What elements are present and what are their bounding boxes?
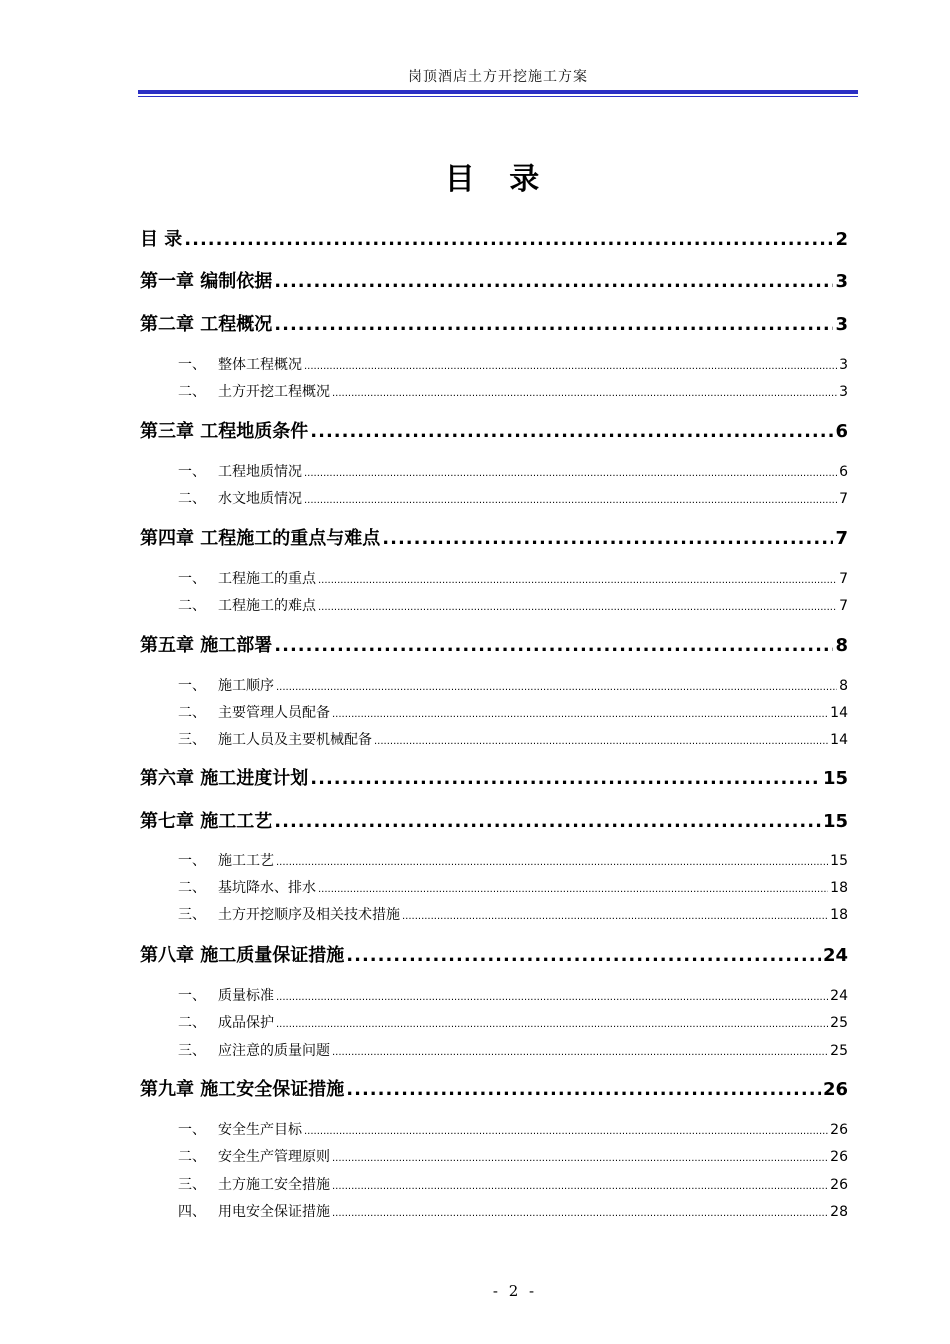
toc-number: 二、	[178, 384, 206, 400]
toc-page: 15	[830, 853, 848, 869]
toc-label: 第四章 工程施工的重点与难点	[140, 528, 381, 549]
toc-label: 主要管理人员配备	[218, 705, 330, 721]
toc-page: 8	[835, 635, 848, 656]
toc-page: 6	[839, 464, 848, 480]
toc-entry[interactable]	[140, 417, 848, 443]
toc-label: 工程施工的重点	[218, 571, 316, 587]
toc-subentry[interactable]	[178, 568, 848, 588]
toc-label: 成品保护	[218, 1015, 274, 1031]
toc-subentry[interactable]	[178, 461, 848, 481]
toc-number: 二、	[178, 1149, 206, 1165]
toc-leader	[318, 884, 828, 895]
toc-label: 土方开挖顺序及相关技术措施	[218, 907, 400, 923]
toc-leader	[304, 361, 837, 372]
toc-number: 三、	[178, 907, 206, 923]
toc-page: 24	[822, 945, 848, 966]
toc-number: 二、	[178, 1015, 206, 1031]
toc-leader	[276, 992, 828, 1003]
toc-subentry[interactable]	[178, 675, 848, 695]
toc-page: 7	[839, 571, 848, 587]
toc-number: 一、	[178, 464, 206, 480]
toc-leader	[346, 1079, 821, 1100]
toc-page: 28	[830, 1204, 848, 1220]
toc-label: 工程施工的难点	[218, 598, 316, 614]
toc-label: 土方施工安全措施	[218, 1177, 330, 1193]
toc-subentry[interactable]	[178, 904, 848, 924]
toc-number: 一、	[178, 357, 206, 373]
toc-subentry[interactable]	[178, 488, 848, 508]
toc-leader	[304, 468, 837, 479]
toc-label: 工程地质情况	[218, 464, 302, 480]
header-rule	[138, 90, 858, 94]
toc-leader	[274, 635, 833, 656]
running-header: 岗顶酒店土方开挖施工方案	[408, 69, 588, 85]
toc-leader	[332, 1181, 828, 1192]
toc-number: 一、	[178, 853, 206, 869]
toc-label: 施工人员及主要机械配备	[218, 732, 372, 748]
toc-subentry[interactable]	[178, 702, 848, 722]
toc-leader	[346, 945, 821, 966]
toc-label: 用电安全保证措施	[218, 1204, 330, 1220]
toc-subentry[interactable]	[178, 1119, 848, 1139]
toc-number: 二、	[178, 880, 206, 896]
toc-number: 四、	[178, 1204, 206, 1220]
toc-entry[interactable]	[140, 764, 848, 790]
toc-leader	[276, 1019, 828, 1030]
toc-leader	[304, 495, 837, 506]
toc-entry[interactable]	[140, 225, 848, 251]
toc-leader	[274, 314, 833, 335]
toc-leader	[274, 271, 833, 292]
toc-leader	[276, 682, 837, 693]
toc-subentry[interactable]	[178, 729, 848, 749]
toc-page: 26	[830, 1149, 848, 1165]
toc-label: 第三章 工程地质条件	[140, 421, 309, 442]
toc-label: 第五章 施工部署	[140, 635, 273, 656]
toc-entry[interactable]	[140, 310, 848, 336]
page-title: 目 录	[444, 162, 552, 197]
header-rule-thin	[138, 96, 858, 97]
toc-entry[interactable]	[140, 267, 848, 293]
toc-number: 一、	[178, 1122, 206, 1138]
toc-page: 2	[835, 229, 848, 250]
toc-leader	[318, 602, 837, 613]
toc-label: 第七章 施工工艺	[140, 811, 273, 832]
toc-leader	[332, 388, 837, 399]
toc-page: 6	[835, 421, 848, 442]
toc-page: 18	[830, 880, 848, 896]
toc-leader	[276, 857, 828, 868]
toc-number: 二、	[178, 491, 206, 507]
toc-label: 第一章 编制依据	[140, 271, 273, 292]
toc-leader	[184, 229, 833, 250]
toc-label: 安全生产目标	[218, 1122, 302, 1138]
toc-number: 一、	[178, 678, 206, 694]
toc-page: 26	[822, 1079, 848, 1100]
toc-page: 25	[830, 1043, 848, 1059]
toc-page: 3	[835, 271, 848, 292]
toc-page: 18	[830, 907, 848, 923]
toc-subentry[interactable]	[178, 1040, 848, 1060]
toc-page: 7	[835, 528, 848, 549]
toc-label: 基坑降水、排水	[218, 880, 316, 896]
toc-number: 二、	[178, 705, 206, 721]
toc-label: 第九章 施工安全保证措施	[140, 1079, 345, 1100]
toc-page: 3	[835, 314, 848, 335]
toc-subentry[interactable]	[178, 595, 848, 615]
toc-number: 一、	[178, 571, 206, 587]
toc-subentry[interactable]	[178, 354, 848, 374]
toc-entry[interactable]	[140, 631, 848, 657]
toc-number: 三、	[178, 1043, 206, 1059]
toc-entry[interactable]	[140, 524, 848, 550]
toc-page: 7	[839, 598, 848, 614]
toc-leader	[310, 768, 821, 789]
toc-leader	[332, 1153, 828, 1164]
toc-entry[interactable]	[140, 807, 848, 833]
toc-page: 26	[830, 1122, 848, 1138]
toc-leader	[332, 709, 828, 720]
toc-number: 三、	[178, 732, 206, 748]
toc-label: 水文地质情况	[218, 491, 302, 507]
toc-page: 14	[830, 732, 848, 748]
toc-subentry[interactable]	[178, 1012, 848, 1032]
toc-label: 第六章 施工进度计划	[140, 768, 309, 789]
toc-label: 质量标准	[218, 988, 274, 1004]
toc-leader	[374, 736, 828, 747]
toc-label: 应注意的质量问题	[218, 1043, 330, 1059]
toc-subentry[interactable]	[178, 1201, 848, 1221]
toc-page: 7	[839, 491, 848, 507]
toc-page: 25	[830, 1015, 848, 1031]
toc-subentry[interactable]	[178, 1146, 848, 1166]
toc-page: 8	[839, 678, 848, 694]
toc-leader	[304, 1126, 828, 1137]
toc-leader	[318, 575, 837, 586]
toc-number: 二、	[178, 598, 206, 614]
toc-page: 24	[830, 988, 848, 1004]
toc-number: 三、	[178, 1177, 206, 1193]
toc-number: 一、	[178, 988, 206, 1004]
toc-label: 施工工艺	[218, 853, 274, 869]
toc-label: 第二章 工程概况	[140, 314, 273, 335]
toc-label: 施工顺序	[218, 678, 274, 694]
toc-page: 15	[822, 768, 848, 789]
toc-subentry[interactable]	[178, 1174, 848, 1194]
toc-label: 整体工程概况	[218, 357, 302, 373]
toc-page: 15	[822, 811, 848, 832]
toc-leader	[332, 1208, 828, 1219]
toc-page: 26	[830, 1177, 848, 1193]
toc-label: 目 录	[140, 229, 183, 250]
toc-leader	[402, 911, 828, 922]
toc-label: 安全生产管理原则	[218, 1149, 330, 1165]
toc-label: 第八章 施工质量保证措施	[140, 945, 345, 966]
toc-page: 3	[839, 357, 848, 373]
page-number: - 2 -	[492, 1282, 538, 1300]
toc-entry[interactable]	[140, 1075, 848, 1101]
toc-leader	[382, 528, 833, 549]
toc-leader	[274, 811, 821, 832]
toc-label: 土方开挖工程概况	[218, 384, 330, 400]
toc-subentry[interactable]	[178, 381, 848, 401]
toc-entry[interactable]	[140, 941, 848, 967]
toc-page: 14	[830, 705, 848, 721]
toc-leader	[332, 1047, 828, 1058]
toc-leader	[310, 421, 833, 442]
toc-page: 3	[839, 384, 848, 400]
toc-subentry[interactable]	[178, 985, 848, 1005]
toc-subentry[interactable]	[178, 850, 848, 870]
toc-subentry[interactable]	[178, 877, 848, 897]
